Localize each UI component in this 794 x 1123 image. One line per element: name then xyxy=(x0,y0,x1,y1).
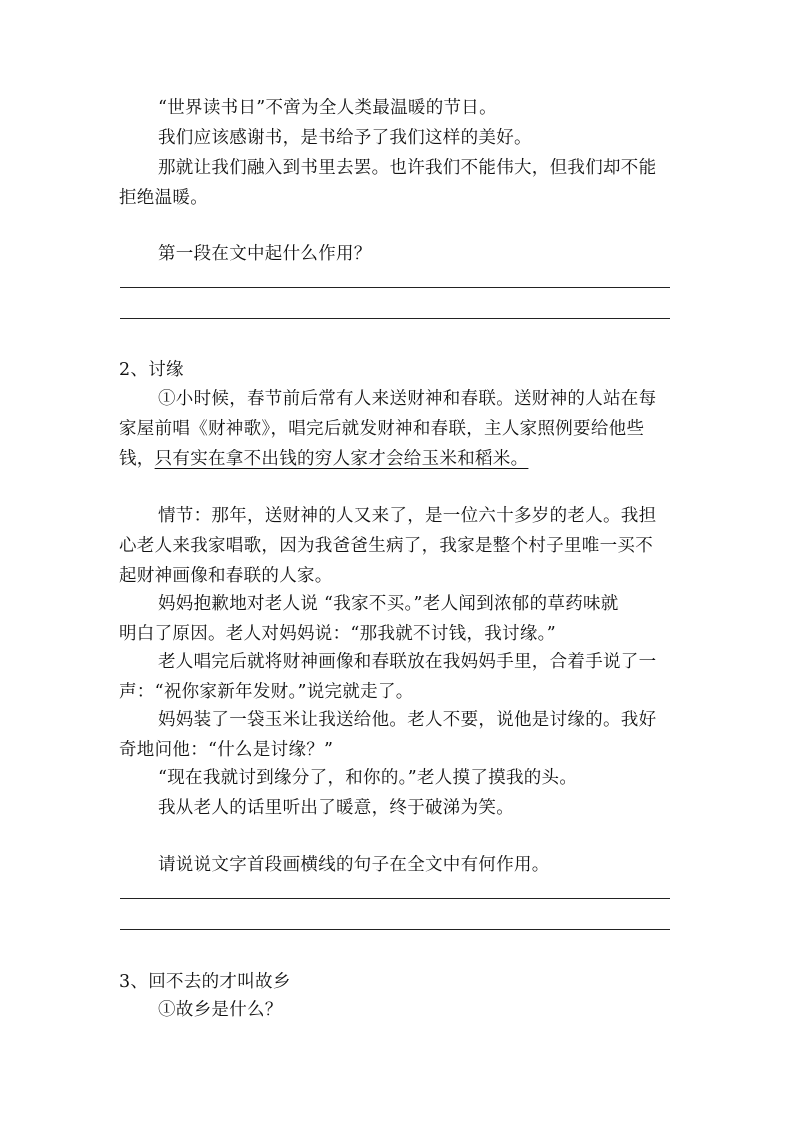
corn-paragraph-line1: 妈妈装了一袋玉米让我送给他。老人不要，说他是讨缘的。我好 xyxy=(158,710,657,730)
paragraph-join-books-line1: 那就让我们融入到书里去罢。也许我们不能伟大，但我们却不能 xyxy=(158,158,657,178)
plot-line2: 心老人来我家唱歌，因为我爸爸生病了，我家是整个村子里唯一买不 xyxy=(119,536,653,556)
answer-line[interactable] xyxy=(120,929,670,930)
reply-paragraph: “现在我就讨到缘分了，和你的。”老人摸了摸我的头。 xyxy=(158,768,578,788)
question-2: 请说说文字首段画横线的句子在全文中有何作用。 xyxy=(158,855,550,875)
section-3-paragraph-1: ①故乡是什么？ xyxy=(158,1000,283,1020)
paragraph-join-books-line2: 拒绝温暖。 xyxy=(119,188,208,208)
corn-paragraph-line2: 奇地问他：“什么是讨缘？” xyxy=(119,740,334,760)
mom-paragraph-line1: 妈妈抱歉地对老人说 “我家不买。”老人闻到浓郁的草药味就 xyxy=(158,594,619,614)
paragraph-1-line3 xyxy=(119,447,528,471)
paragraph-1-line1: ①小时候，春节前后常有人来送财神和春联。送财神的人站在每 xyxy=(158,389,657,409)
plot-line1: 情节：那年，送财神的人又来了，是一位六十多岁的老人。我担 xyxy=(158,506,657,526)
paragraph-1-line3-plain: 钱， xyxy=(119,449,155,469)
paragraph-thank-books: 我们应该感谢书，是书给予了我们这样的美好。 xyxy=(158,128,532,148)
paragraph-1-line2: 家屋前唱《财神歌》，唱完后就发财神和春联，主人家照例要给他些 xyxy=(119,419,645,439)
paragraph-world-book-day: “世界读书日”不啻为全人类最温暖的节日。 xyxy=(158,98,497,118)
section-2-heading: 2、讨缘 xyxy=(119,360,184,380)
sing-paragraph-line2: 声：“祝你家新年发财。”说完就走了。 xyxy=(119,682,414,702)
mom-paragraph-line2: 明白了原因。老人对妈妈说：“那我就不讨钱，我讨缘。” xyxy=(119,624,556,644)
ending-paragraph: 我从老人的话里听出了暖意，终于破涕为笑。 xyxy=(158,798,514,818)
answer-line[interactable] xyxy=(120,318,670,319)
sing-paragraph-line1: 老人唱完后就将财神画像和春联放在我妈妈手里，合着手说了一 xyxy=(158,652,657,672)
underlined-sentence: 只有实在拿不出钱的穷人家才会给玉米和稻米。 xyxy=(154,449,529,469)
answer-line[interactable] xyxy=(120,287,670,288)
question-1: 第一段在文中起什么作用？ xyxy=(158,244,372,264)
answer-line[interactable] xyxy=(120,898,670,899)
plot-line3: 起财神画像和春联的人家。 xyxy=(119,566,333,586)
section-3-heading: 3、回不去的才叫故乡 xyxy=(119,972,291,992)
